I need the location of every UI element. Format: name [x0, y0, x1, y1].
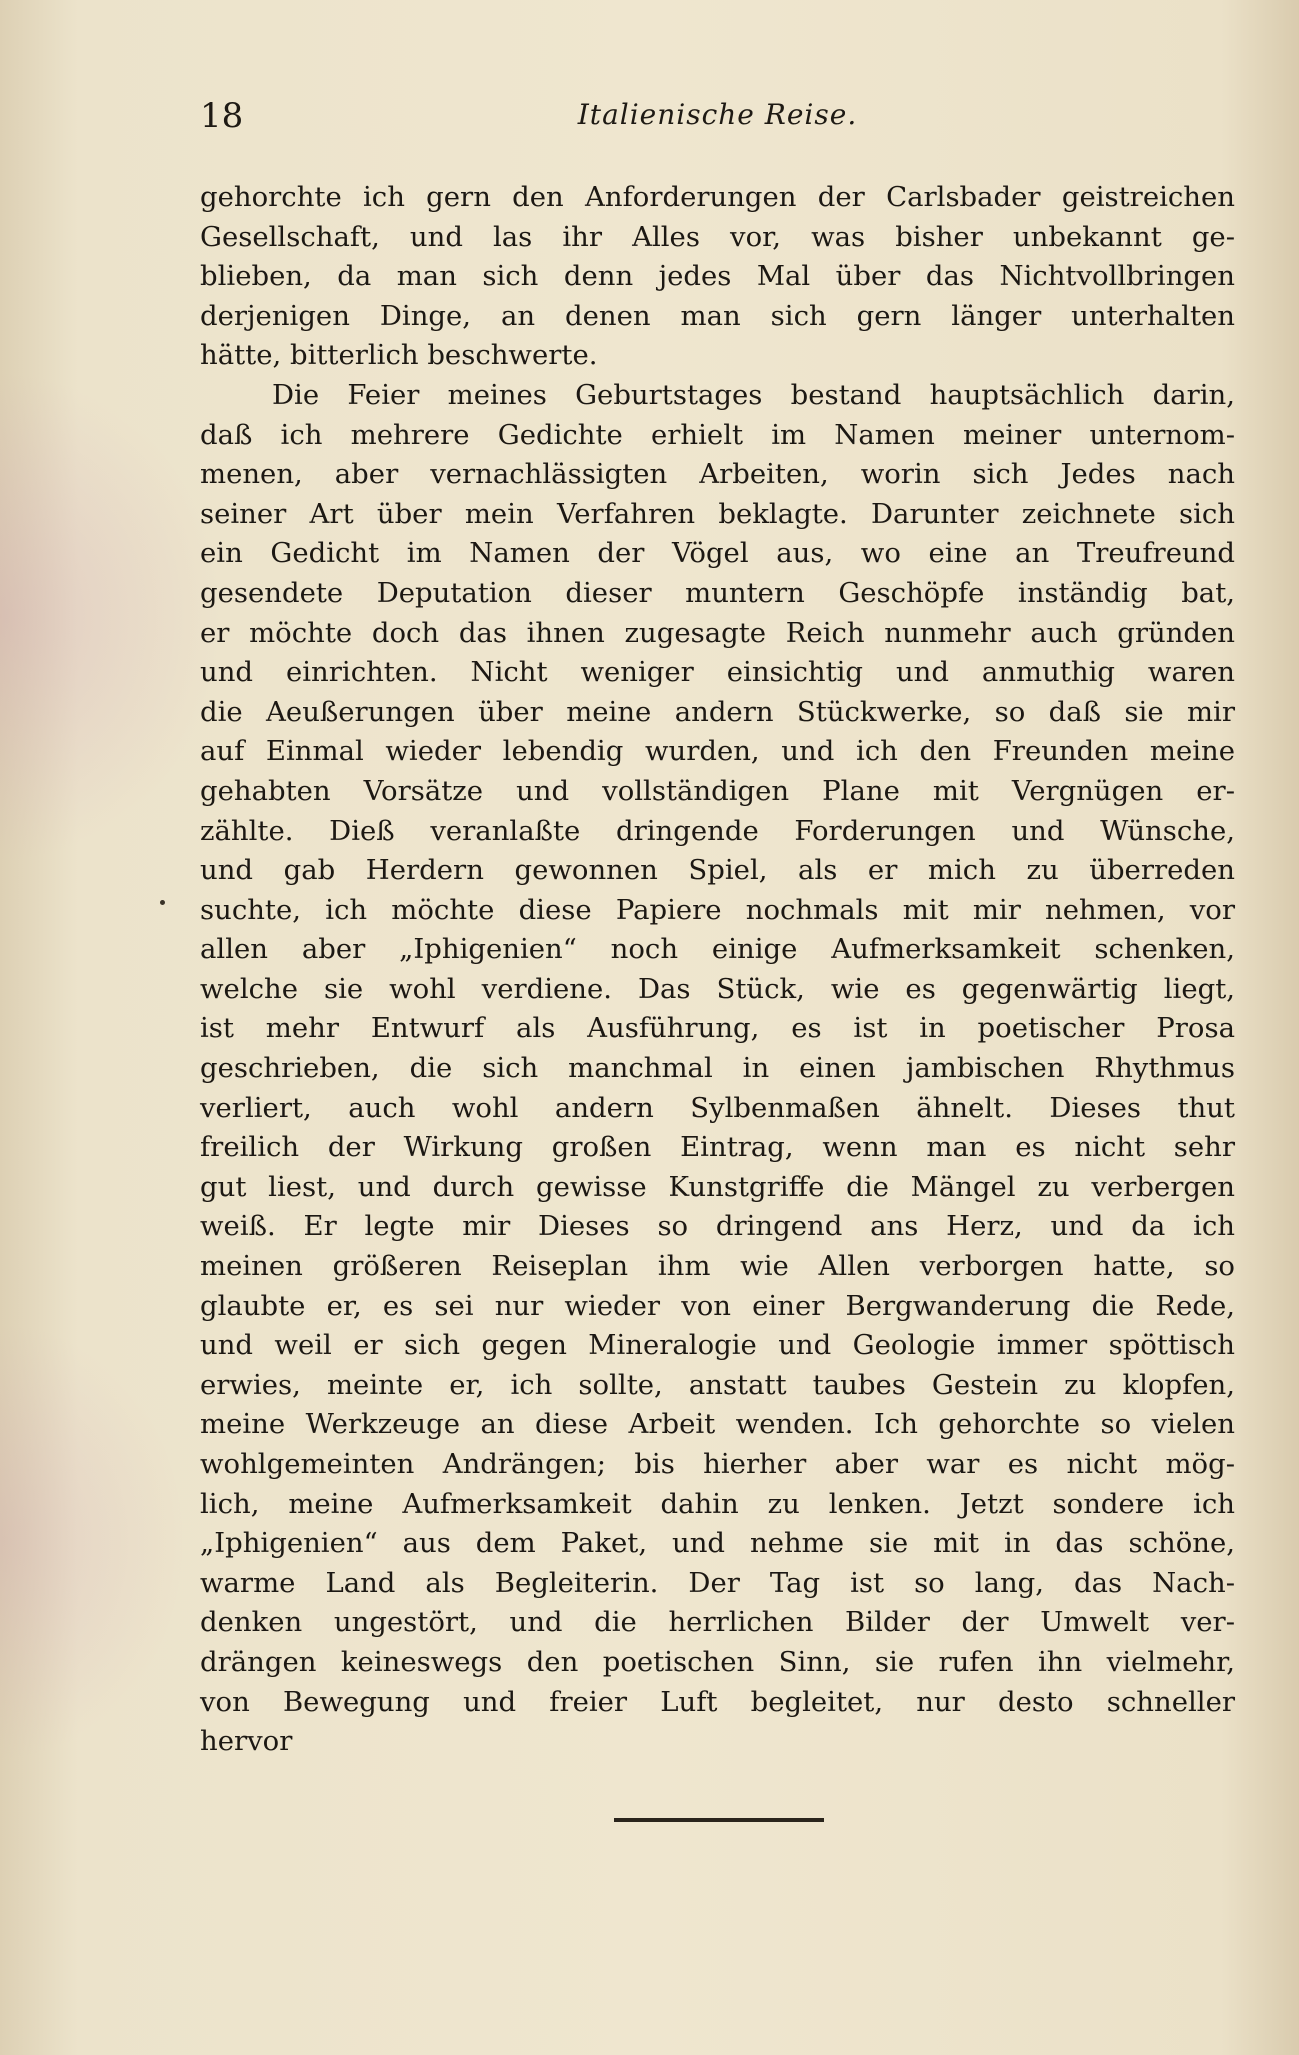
text-line: drängen keineswegs den poetischen Sinn, sie rufen ihn vielmehr, — [200, 1645, 1235, 1678]
text-line: daß ich mehrere Gedichte erhielt im Namen meiner unternom- — [200, 418, 1235, 451]
section-end-rule — [614, 1818, 824, 1822]
text-line: menen, aber vernachlässigten Arbeiten, worin sich Jedes nach — [200, 458, 1235, 491]
text-line: denken ungestört, und die herrlichen Bilder der Umwelt ver- — [200, 1606, 1235, 1639]
text-line: erwies, meinte er, ich sollte, anstatt taubes Gestein zu klopfen, — [200, 1368, 1235, 1401]
text-line: er möchte doch das ihnen zugesagte Reich nunmehr auch gründen — [200, 616, 1235, 649]
text-line: seiner Art über mein Verfahren beklagte. Darunter zeichnete sich — [200, 497, 1235, 530]
text-line: gehabten Vorsätze und vollständigen Plane mit Vergnügen er- — [200, 774, 1235, 807]
text-line: ist mehr Entwurf als Ausführung, es ist in poetischer Prosa — [200, 1012, 1235, 1045]
body-text — [200, 178, 1235, 1762]
text-line: verliert, auch wohl andern Sylbenmaßen ähnelt. Dieses thut — [200, 1091, 1235, 1124]
text-line: auf Einmal wieder lebendig wurden, und ich den Freunden meine — [200, 735, 1235, 768]
running-title: Italienische Reise. — [577, 98, 858, 131]
text-line: blieben, da man sich denn jedes Mal über das Nichtvollbringen — [200, 260, 1235, 293]
text-line: warme Land als Begleiterin. Der Tag ist so lang, das Nach- — [200, 1566, 1235, 1599]
text-line: wohlgemeinten Andrängen; bis hierher aber war es nicht mög- — [200, 1448, 1235, 1480]
text-line: welche sie wohl verdiene. Das Stück, wie es gegenwärtig liegt, — [200, 972, 1235, 1005]
text-line: geschrieben, die sich manchmal in einen jambischen Rhythmus — [200, 1052, 1235, 1085]
text-line: und einrichten. Nicht weniger einsichtig und anmuthig waren — [200, 656, 1235, 689]
text-line: derjenigen Dinge, an denen man sich gern länger unterhalten — [200, 299, 1235, 332]
text-line: weiß. Er legte mir Dieses so dringend ans Herz, und da ich — [200, 1210, 1235, 1243]
margin-mark — [160, 900, 165, 905]
text-line: glaubte er, es sei nur wieder von einer Bergwanderung die Rede, — [200, 1289, 1235, 1322]
text-line: Die Feier meines Geburtstages bestand hauptsächlich darin, — [272, 378, 1235, 411]
text-line: allen aber „Iphigenien“ noch einige Aufmerksamkeit schenken, — [200, 933, 1235, 966]
text-line: gut liest, und durch gewisse Kunstgriffe die Mängel zu verbergen — [200, 1170, 1235, 1203]
text-line: suchte, ich möchte diese Papiere nochmals mit mir nehmen, vor — [200, 893, 1235, 926]
page-number: 18 — [200, 96, 244, 136]
text-line: freilich der Wirkung großen Eintrag, wenn man es nicht sehr — [200, 1131, 1235, 1164]
text-line: von Bewegung und freier Luft begleitet, nur desto schneller — [200, 1685, 1235, 1718]
text-line: ein Gedicht im Namen der Vögel aus, wo eine an Treufreund — [200, 537, 1235, 570]
page-header — [200, 96, 1235, 140]
text-line: hervor — [200, 1725, 293, 1758]
text-line: zählte. Dieß veranlaßte dringende Forderungen und Wünsche, — [200, 814, 1235, 847]
text-line: lich, meine Aufmerksamkeit dahin zu lenken. Jetzt sondere ich — [200, 1487, 1235, 1520]
text-line: und gab Herdern gewonnen Spiel, als er mich zu überreden — [200, 854, 1235, 887]
text-line: Gesellschaft, und las ihr Alles vor, was bisher unbekannt ge- — [200, 220, 1235, 253]
text-line: meinen größeren Reiseplan ihm wie Allen verborgen hatte, so — [200, 1250, 1235, 1283]
text-line: hätte, bitterlich beschwerte. — [200, 339, 598, 372]
text-line: meine Werkzeuge an diese Arbeit wenden. Ich gehorchte so vielen — [200, 1408, 1235, 1441]
text-line: die Aeußerungen über meine andern Stückwerke, so daß sie mir — [200, 695, 1235, 728]
text-line: gehorchte ich gern den Anforderungen der Carlsbader geistreichen — [200, 181, 1235, 213]
text-line: „Iphigenien“ aus dem Paket, und nehme sie mit in das schöne, — [200, 1527, 1235, 1560]
text-line: und weil er sich gegen Mineralogie und Geologie immer spöttisch — [200, 1329, 1235, 1362]
text-line: gesendete Deputation dieser muntern Geschöpfe inständig bat, — [200, 576, 1235, 609]
